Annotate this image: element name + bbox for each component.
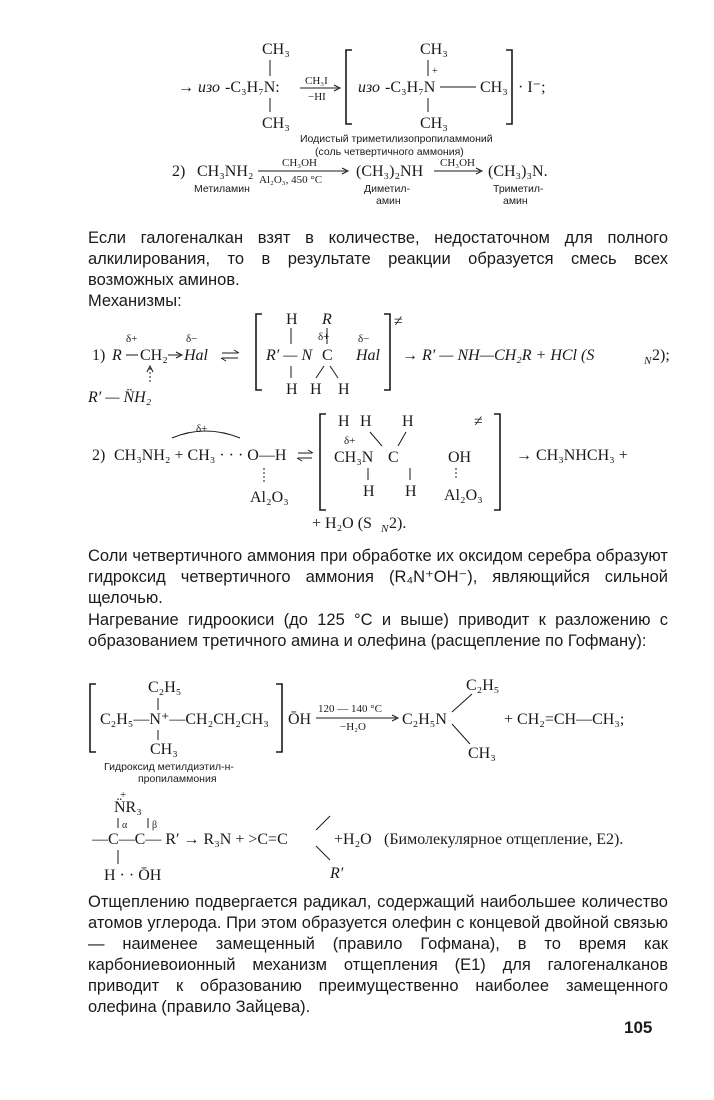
- mech1-product: → R′ — NH—CH₂R + HCl (S: [402, 347, 595, 364]
- hofmann-ethyl-top: C₂H₅: [148, 679, 182, 696]
- iso-prefix: изо: [198, 79, 221, 96]
- hofmann-condition-temp: 120 — 140 °C: [318, 703, 382, 715]
- mech2-sn: N: [381, 523, 389, 535]
- bracket-isopropyl-n: -C₃H₇N: [385, 79, 436, 96]
- bracket-iso-prefix: изо: [358, 79, 381, 96]
- reaction-methylation: [0, 156, 714, 216]
- ts1-delta-minus: δ−: [358, 333, 370, 345]
- mech2-delta-plus: δ+: [196, 423, 208, 435]
- bracket-methyl-right: CH₃: [480, 79, 508, 96]
- ts2-h-bottom-2: H: [405, 483, 417, 500]
- mech1-r: R: [112, 347, 122, 364]
- caption-salt-name: Иодистый триметилизопропиламмоний: [300, 133, 493, 145]
- hofmann-caption-2: пропиламмония: [138, 773, 217, 785]
- bracket-methyl-bottom: CH₃: [420, 115, 448, 132]
- methyl-bottom: CH₃: [262, 115, 290, 132]
- trimethylamine-formula: (CH₃)₃N.: [488, 163, 548, 180]
- hofmann-methyl: CH₃: [150, 741, 178, 758]
- caption-salt-class: (соль четвертичного аммония): [315, 146, 464, 158]
- hofmann-condition-water: −H₂O: [340, 721, 366, 733]
- e2-plus: +: [120, 789, 127, 801]
- paragraph-hofmann-rule: [88, 892, 668, 1018]
- ts2-h-1: H: [338, 413, 350, 430]
- page-number: 105: [624, 1018, 653, 1037]
- ts1-h-bottom-1: H: [286, 381, 298, 398]
- paragraph-text: Если галогеналкан взят в количестве, недостаточном для полного алкилирования, то в результате реакции образуется смесь всех возможных аминов.: [88, 229, 668, 289]
- reagent-minus-hi: −HI: [308, 91, 326, 103]
- label-trimethylamine-2: амин: [503, 195, 528, 207]
- mechanisms-heading: Механизмы:: [88, 292, 182, 310]
- hofmann-amine: C₂H₅N: [402, 711, 447, 728]
- ts1-rprime-n: R′ — N: [266, 347, 313, 364]
- mech1-sn2: 2);: [652, 347, 670, 364]
- e2-mechanism: [0, 788, 714, 888]
- ts1-delta-plus: δ+: [318, 331, 330, 343]
- e2-note: (Бимолекулярное отщепление, E2).: [384, 831, 624, 848]
- paragraph-hofmann-intro: [88, 610, 668, 652]
- mech1-delta-plus: δ+: [126, 333, 138, 345]
- methylamine-formula: CH₃NH₂: [197, 163, 254, 180]
- label-methylamine: Метиламин: [194, 183, 250, 195]
- e2-h-oh: H · · ŌH: [104, 867, 162, 884]
- ts2-delta-plus: δ+: [344, 435, 356, 447]
- mech1-sn: N: [644, 355, 652, 367]
- ts1-hal: Hal: [356, 347, 380, 364]
- e2-rprime: R′: [330, 865, 344, 882]
- ts1-carbon: C: [322, 347, 333, 364]
- mech1-delta-minus: δ−: [186, 333, 198, 345]
- mechanism-1: [0, 310, 714, 410]
- e2-beta: β: [152, 820, 158, 831]
- isopropyl-amine: -C₃H₇N:: [225, 79, 280, 96]
- mechanism-2: [0, 410, 714, 540]
- dimethylamine-formula: (CH₃)₂NH: [356, 163, 424, 180]
- mechanism-1-number: 1): [92, 347, 106, 364]
- condition-methanol: CH₃OH: [282, 157, 318, 169]
- ts1-mark: ≠: [394, 313, 403, 330]
- mech1-ch2: CH₂: [140, 347, 168, 364]
- condition-catalyst: Al₂O₃, 450 °C: [259, 174, 323, 186]
- hofmann-olefin: + CH₂=CH—CH₃;: [504, 711, 625, 728]
- hofmann-amine-ethyl: C₂H₅: [466, 677, 500, 694]
- paragraph-text: Отщеплению подвергается радикал, содержащий наибольшее количество атомов углерода. При этом образуется олефин с концевой двойной связью — наименее замещенный (правило Гофмана), в то время как карбониевоионный механизм отщепления (E1) для галогеналканов приводит к образованию преимущественно наиболее замещенного олефина (правило Зайцева).: [88, 893, 668, 1016]
- ts1-h-bottom-2: H: [310, 381, 322, 398]
- hofmann-amine-methyl: CH₃: [468, 745, 496, 762]
- e2-water: +H₂O: [334, 831, 372, 848]
- ts2-h-bottom-1: H: [363, 483, 375, 500]
- hofmann-cation: C₂H₅—N⁺—CH₂CH₂CH₃: [100, 711, 269, 728]
- mech2-product: → CH₃NHCH₃ +: [516, 447, 628, 464]
- mechanism-2-number: 2): [92, 447, 106, 464]
- paragraph-text: Соли четвертичного аммония при обработке их оксидом серебра образуют гидроксид четвертичного аммония (R₄N⁺OH⁻), являющийся сильной щелочью.: [88, 547, 668, 607]
- ts2-h-2: H: [360, 413, 372, 430]
- hofmann-caption-1: Гидроксид метилдиэтил-н-: [104, 761, 234, 773]
- mech2-reactants: CH₃NH₂ + CH₃ · · · O—H: [114, 447, 287, 464]
- hofmann-hydroxide: ŌH: [288, 711, 312, 728]
- paragraph-incomplete-alkylation: [88, 228, 668, 312]
- ts2-h-3: H: [402, 413, 414, 430]
- methyl-top: CH₃: [262, 41, 290, 58]
- ts2-alumina: Al₂O₃: [444, 487, 483, 504]
- ts1-r-top: R: [322, 311, 332, 328]
- step-number-2: 2): [172, 163, 186, 180]
- mech1-hal: Hal: [184, 347, 208, 364]
- ts2-mark: ≠: [474, 413, 483, 430]
- mech2-alumina: Al₂O₃: [250, 489, 289, 506]
- mech2-sn2: 2).: [389, 515, 407, 532]
- e2-alpha: α: [122, 820, 128, 831]
- ts1-h-top: H: [286, 311, 298, 328]
- reagent-ch3i: CH₃I: [305, 75, 328, 87]
- ts1-h-bottom-3: H: [338, 381, 350, 398]
- ts2-oh: OH: [448, 449, 472, 466]
- label-trimethylamine-1: Триметил-: [493, 183, 544, 195]
- reaction-arrow-lead: →: [178, 79, 194, 96]
- iodide-anion: · I⁻;: [518, 79, 546, 96]
- condition-methanol-2: CH₃OH: [440, 157, 476, 169]
- mech2-water: + H₂O (S: [312, 515, 372, 532]
- e2-leaving-group: N̈R₃: [114, 799, 142, 816]
- ts2-carbon: C: [388, 449, 399, 466]
- label-dimethylamine-2: амин: [376, 195, 401, 207]
- ts2-ch3n: CH₃N: [334, 449, 374, 466]
- label-dimethylamine-1: Диметил-: [364, 183, 410, 195]
- bracket-methyl-top: CH₃: [420, 41, 448, 58]
- hofmann-reaction: [0, 676, 714, 786]
- paragraph-quaternary-hydroxide: [88, 546, 668, 609]
- mech1-nucleophile: R′ — N̈H₂: [88, 389, 152, 406]
- positive-charge: +: [432, 66, 438, 77]
- e2-chain: —C—C— R′ → R₃N + >C=C: [92, 831, 288, 848]
- paragraph-text: Нагревание гидроокиси (до 125 °C и выше) приводит к разложению с образованием третичного амина и олефина (расщепление по Гофману):: [88, 611, 668, 650]
